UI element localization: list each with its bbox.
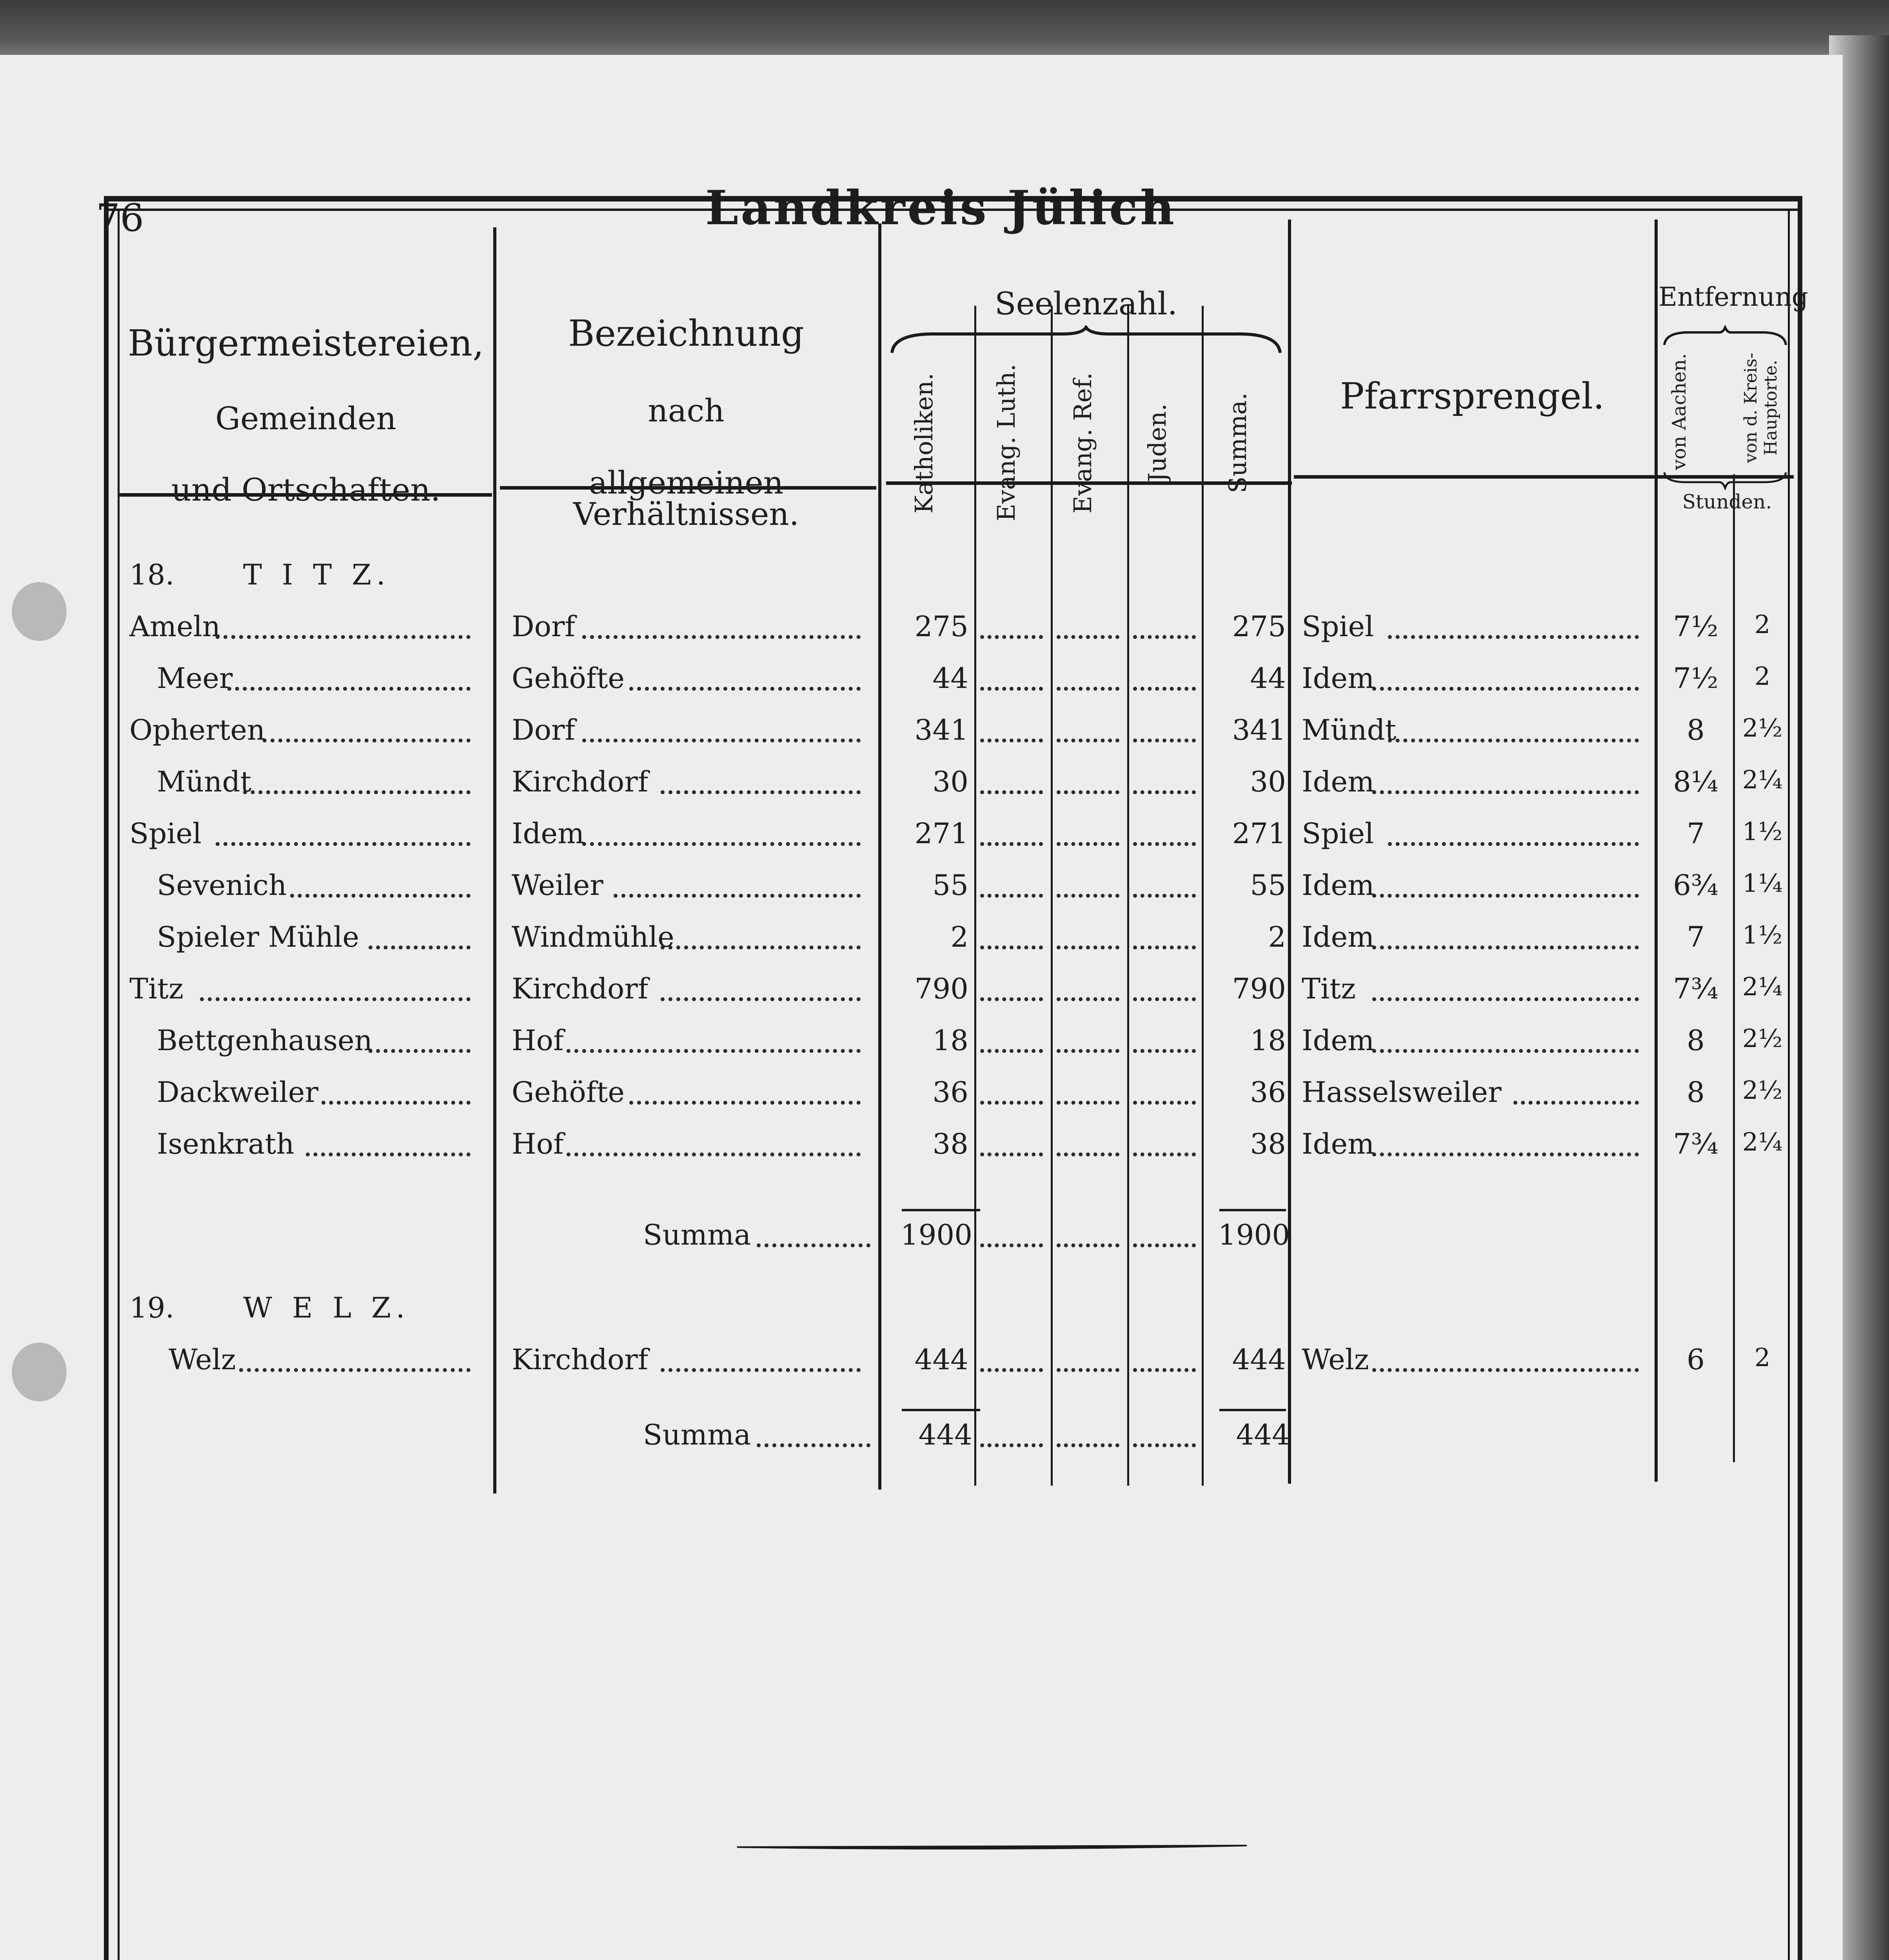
dot-leader bbox=[980, 790, 1043, 794]
von-aachen-value: 8¼ bbox=[1673, 765, 1718, 798]
header-evang-ref: Evang. Ref. bbox=[1068, 372, 1097, 514]
dot-leader bbox=[369, 1049, 470, 1053]
dot-leader bbox=[1133, 1049, 1196, 1053]
pfarrsprengel-value: Hasselsweiler bbox=[1302, 1076, 1502, 1109]
katholiken-value: 38 bbox=[932, 1127, 968, 1160]
dot-leader bbox=[1133, 1368, 1196, 1372]
dot-leader bbox=[980, 687, 1043, 691]
katholiken-value: 18 bbox=[932, 1024, 968, 1057]
von-aachen-value: 6 bbox=[1687, 1343, 1705, 1376]
dot-leader bbox=[980, 1443, 1043, 1447]
dot-leader bbox=[1372, 687, 1639, 691]
header-juden: Juden. bbox=[1143, 403, 1172, 483]
dot-leader bbox=[980, 842, 1043, 846]
header-col1-line2: Gemeinden bbox=[215, 400, 396, 437]
header-col2-line2: nach bbox=[648, 392, 725, 429]
katholiken-value: 790 bbox=[914, 972, 968, 1005]
place-type: Gehöfte bbox=[512, 1076, 625, 1109]
summa-value: 38 bbox=[1250, 1127, 1286, 1160]
pfarrsprengel-value: Spiel bbox=[1302, 817, 1374, 850]
von-kreis-value: 2 bbox=[1754, 610, 1771, 639]
place-name: Opherten bbox=[129, 713, 265, 746]
von-kreis-value: 1½ bbox=[1742, 921, 1783, 950]
dot-leader bbox=[582, 842, 861, 846]
dot-leader bbox=[369, 946, 470, 949]
seelen-divider-4 bbox=[1202, 306, 1204, 1486]
summa-value: 36 bbox=[1250, 1076, 1286, 1109]
dot-leader bbox=[1372, 1368, 1639, 1372]
von-kreis-value: 2 bbox=[1754, 1343, 1771, 1372]
header-col2-line3: allgemeinen Verhältnissen. bbox=[573, 465, 799, 532]
dot-leader bbox=[216, 842, 470, 846]
katholiken-value: 44 bbox=[932, 662, 968, 695]
dot-leader bbox=[1057, 1368, 1119, 1372]
header-seelenzahl: Seelenzahl. bbox=[994, 285, 1178, 322]
dot-leader bbox=[1388, 635, 1639, 639]
place-name: Isenkrath bbox=[157, 1127, 294, 1160]
dot-leader bbox=[1372, 790, 1639, 794]
von-kreis-value: 2¼ bbox=[1742, 766, 1783, 795]
pfarrsprengel-value: Idem bbox=[1302, 662, 1375, 695]
place-name: Meer bbox=[157, 662, 233, 695]
dot-leader bbox=[1057, 894, 1119, 898]
katholiken-value: 444 bbox=[914, 1343, 968, 1376]
katholiken-value: 30 bbox=[932, 765, 968, 798]
dot-leader bbox=[629, 687, 861, 691]
dot-leader bbox=[1057, 1443, 1119, 1447]
page-number: 76 bbox=[96, 196, 144, 240]
seelen-divider-2 bbox=[1051, 306, 1053, 1486]
dot-leader bbox=[1133, 1243, 1196, 1247]
von-aachen-value: 8 bbox=[1687, 713, 1705, 746]
dot-leader bbox=[1057, 1243, 1119, 1247]
dot-leader bbox=[243, 790, 470, 794]
von-aachen-value: 7¾ bbox=[1673, 972, 1718, 1005]
dot-leader bbox=[1057, 687, 1119, 691]
place-name: Bettgenhausen bbox=[157, 1024, 373, 1057]
von-aachen-value: 8 bbox=[1687, 1024, 1705, 1057]
header-von-kreis-hauptorte: von d. Kreis-Hauptorte. bbox=[1741, 352, 1781, 463]
von-kreis-value: 2¼ bbox=[1742, 1128, 1783, 1157]
dot-leader bbox=[661, 790, 861, 794]
dot-leader bbox=[1133, 635, 1196, 639]
dot-leader bbox=[1133, 1152, 1196, 1156]
dot-leader bbox=[980, 997, 1043, 1001]
place-name: Mündt bbox=[157, 765, 252, 798]
section-number: 19. bbox=[129, 1291, 174, 1324]
scan-background-top bbox=[0, 0, 1889, 59]
dot-leader bbox=[567, 1049, 861, 1053]
dot-leader bbox=[1133, 790, 1196, 794]
dot-leader bbox=[1057, 1049, 1119, 1053]
header-evang-luth: Evang. Luth. bbox=[992, 364, 1021, 521]
dot-leader bbox=[263, 739, 470, 742]
dot-leader bbox=[1133, 1101, 1196, 1105]
place-name: Spiel bbox=[129, 817, 202, 850]
dot-leader bbox=[980, 1243, 1043, 1247]
von-aachen-value: 7 bbox=[1687, 920, 1705, 953]
seelen-divider-3 bbox=[1127, 306, 1129, 1486]
von-aachen-value: 8 bbox=[1687, 1076, 1705, 1109]
von-kreis-value: 2½ bbox=[1742, 714, 1783, 743]
col-divider-3 bbox=[1288, 220, 1291, 1484]
frame-left-inner bbox=[118, 209, 120, 1960]
header-pfarrsprengel: Pfarrsprengel. bbox=[1340, 375, 1605, 417]
dot-leader bbox=[1133, 739, 1196, 742]
place-name: Spieler Mühle bbox=[157, 920, 360, 953]
punch-hole-lower bbox=[12, 1343, 67, 1401]
summa-katholiken: 1900 bbox=[900, 1218, 972, 1251]
pfarrsprengel-value: Mündt bbox=[1302, 713, 1397, 746]
summa-value: 2 bbox=[1268, 920, 1286, 953]
pfarrsprengel-value: Idem bbox=[1302, 765, 1375, 798]
summa-value: 444 bbox=[1232, 1343, 1286, 1376]
dot-leader bbox=[1057, 1152, 1119, 1156]
von-aachen-value: 7 bbox=[1687, 817, 1705, 850]
place-name: Sevenich bbox=[157, 869, 287, 902]
katholiken-value: 271 bbox=[914, 817, 968, 850]
von-kreis-value: 1¼ bbox=[1742, 869, 1783, 898]
frame-left-outer bbox=[104, 196, 109, 1960]
place-type: Kirchdorf bbox=[512, 765, 648, 798]
summa-value: 341 bbox=[1232, 713, 1286, 746]
von-kreis-value: 2½ bbox=[1742, 1076, 1783, 1105]
dot-leader bbox=[661, 997, 861, 1001]
frame-top-outer bbox=[104, 196, 1802, 201]
von-kreis-value: 2¼ bbox=[1742, 973, 1783, 1002]
von-kreis-value: 2 bbox=[1754, 662, 1771, 691]
von-aachen-value: 7½ bbox=[1673, 662, 1718, 695]
place-type: Hof bbox=[512, 1024, 564, 1057]
summa-rule-kath bbox=[902, 1209, 980, 1211]
dot-leader bbox=[980, 635, 1043, 639]
summa-rule-total bbox=[1219, 1209, 1286, 1211]
dot-leader bbox=[980, 1101, 1043, 1105]
header-summa: Summa. bbox=[1223, 392, 1252, 494]
place-type: Hof bbox=[512, 1127, 564, 1160]
summa-label: Summa bbox=[643, 1418, 751, 1451]
dot-leader bbox=[567, 1152, 861, 1156]
pfarrsprengel-value: Titz bbox=[1302, 972, 1356, 1005]
dot-leader bbox=[1133, 894, 1196, 898]
section-number: 18. bbox=[129, 558, 174, 591]
summa-value: 44 bbox=[1250, 662, 1286, 695]
dot-leader bbox=[757, 1243, 870, 1247]
stunden-brace bbox=[1662, 470, 1788, 490]
dot-leader bbox=[629, 1101, 861, 1105]
header-katholiken: Katholiken. bbox=[910, 372, 938, 514]
dot-leader bbox=[1057, 1101, 1119, 1105]
dot-leader bbox=[1372, 1152, 1639, 1156]
dot-leader bbox=[1057, 946, 1119, 949]
summa-total: 1900 bbox=[1218, 1218, 1290, 1251]
pfarrsprengel-value: Idem bbox=[1302, 1024, 1375, 1057]
dot-leader bbox=[1372, 894, 1639, 898]
place-type: Dorf bbox=[512, 713, 576, 746]
summa-value: 55 bbox=[1250, 869, 1286, 902]
place-type: Windmühle bbox=[512, 920, 674, 953]
summa-value: 18 bbox=[1250, 1024, 1286, 1057]
col-divider-1 bbox=[493, 227, 496, 1494]
header-entfernung: Entfernung bbox=[1658, 282, 1809, 312]
summa-rule-total bbox=[1219, 1409, 1286, 1411]
dot-leader bbox=[1057, 739, 1119, 742]
summa-rule-kath bbox=[902, 1409, 980, 1411]
dot-leader bbox=[980, 1152, 1043, 1156]
place-type: Gehöfte bbox=[512, 662, 625, 695]
summa-katholiken: 444 bbox=[918, 1418, 972, 1451]
von-aachen-value: 6¾ bbox=[1673, 869, 1718, 902]
dot-leader bbox=[306, 1152, 470, 1156]
dot-leader bbox=[216, 635, 470, 639]
pfarrsprengel-value: Idem bbox=[1302, 869, 1375, 902]
section-name: W E L Z. bbox=[243, 1291, 410, 1324]
summa-value: 790 bbox=[1232, 972, 1286, 1005]
dot-leader bbox=[661, 1368, 861, 1372]
dot-leader bbox=[1057, 997, 1119, 1001]
dot-leader bbox=[1057, 635, 1119, 639]
dot-leader bbox=[1133, 687, 1196, 691]
dot-leader bbox=[1388, 842, 1639, 846]
dot-leader bbox=[614, 894, 861, 898]
page-title: Landkreis Jülich bbox=[705, 180, 1177, 236]
place-type: Kirchdorf bbox=[512, 972, 648, 1005]
section-name: T I T Z. bbox=[243, 558, 391, 591]
punch-hole-upper bbox=[12, 582, 67, 641]
place-type: Weiler bbox=[512, 869, 603, 902]
dot-leader bbox=[980, 1368, 1043, 1372]
place-name: Welz bbox=[169, 1343, 236, 1376]
dot-leader bbox=[1372, 946, 1639, 949]
dot-leader bbox=[582, 635, 861, 639]
dot-leader bbox=[980, 894, 1043, 898]
von-kreis-value: 1½ bbox=[1742, 817, 1783, 846]
header-col1-line1: Bürgermeistereien, bbox=[127, 322, 484, 364]
dot-leader bbox=[1388, 739, 1639, 742]
dot-leader bbox=[1133, 842, 1196, 846]
seelenzahl-brace bbox=[890, 325, 1282, 357]
dot-leader bbox=[980, 739, 1043, 742]
katholiken-value: 55 bbox=[932, 869, 968, 902]
dot-leader bbox=[582, 739, 861, 742]
frame-top-inner bbox=[104, 209, 1802, 211]
seelen-divider-1 bbox=[974, 306, 976, 1486]
katholiken-value: 2 bbox=[950, 920, 968, 953]
header-col1-line3: und Ortschaften. bbox=[171, 472, 441, 508]
pfarrsprengel-value: Idem bbox=[1302, 1127, 1375, 1160]
document-page bbox=[0, 55, 1843, 1960]
dot-leader bbox=[661, 946, 861, 949]
place-name: Titz bbox=[129, 972, 183, 1005]
place-name: Ameln bbox=[129, 610, 221, 643]
von-aachen-value: 7¾ bbox=[1673, 1127, 1718, 1160]
von-kreis-value: 2½ bbox=[1742, 1024, 1783, 1053]
dot-leader bbox=[227, 687, 470, 691]
dot-leader bbox=[1133, 946, 1196, 949]
frame-right-outer bbox=[1798, 196, 1802, 1960]
dot-leader bbox=[239, 1368, 470, 1372]
dot-leader bbox=[200, 997, 470, 1001]
header-rule-pfarr bbox=[1294, 475, 1655, 479]
katholiken-value: 36 bbox=[932, 1076, 968, 1109]
von-aachen-value: 7½ bbox=[1673, 610, 1718, 643]
col-divider-4 bbox=[1655, 220, 1658, 1482]
pfarrsprengel-value: Idem bbox=[1302, 920, 1375, 953]
place-type: Dorf bbox=[512, 610, 576, 643]
dot-leader bbox=[980, 946, 1043, 949]
dot-leader bbox=[1057, 790, 1119, 794]
summa-value: 30 bbox=[1250, 765, 1286, 798]
dot-leader bbox=[290, 894, 470, 898]
header-von-aachen: von Aachen. bbox=[1668, 353, 1690, 470]
katholiken-value: 275 bbox=[914, 610, 968, 643]
summa-value: 275 bbox=[1232, 610, 1286, 643]
summa-label: Summa bbox=[643, 1218, 751, 1251]
place-name: Dackweiler bbox=[157, 1076, 318, 1109]
dot-leader bbox=[980, 1049, 1043, 1053]
katholiken-value: 341 bbox=[914, 713, 968, 746]
dot-leader bbox=[757, 1443, 870, 1447]
place-type: Idem bbox=[512, 817, 585, 850]
dot-leader bbox=[1133, 1443, 1196, 1447]
place-type: Kirchdorf bbox=[512, 1343, 648, 1376]
summa-total: 444 bbox=[1236, 1418, 1290, 1451]
dot-leader bbox=[1372, 1049, 1639, 1053]
dot-leader bbox=[1057, 842, 1119, 846]
summa-value: 271 bbox=[1232, 817, 1286, 850]
col-divider-2 bbox=[878, 223, 881, 1490]
pfarrsprengel-value: Welz bbox=[1302, 1343, 1369, 1376]
header-col2-line1: Bezeichnung bbox=[568, 312, 804, 354]
dot-leader bbox=[321, 1101, 470, 1105]
dot-leader bbox=[1372, 997, 1639, 1001]
closing-rule bbox=[737, 1838, 1247, 1854]
dot-leader bbox=[1133, 997, 1196, 1001]
pfarrsprengel-value: Spiel bbox=[1302, 610, 1374, 643]
dot-leader bbox=[1513, 1101, 1639, 1105]
header-stunden: Stunden. bbox=[1682, 490, 1772, 513]
